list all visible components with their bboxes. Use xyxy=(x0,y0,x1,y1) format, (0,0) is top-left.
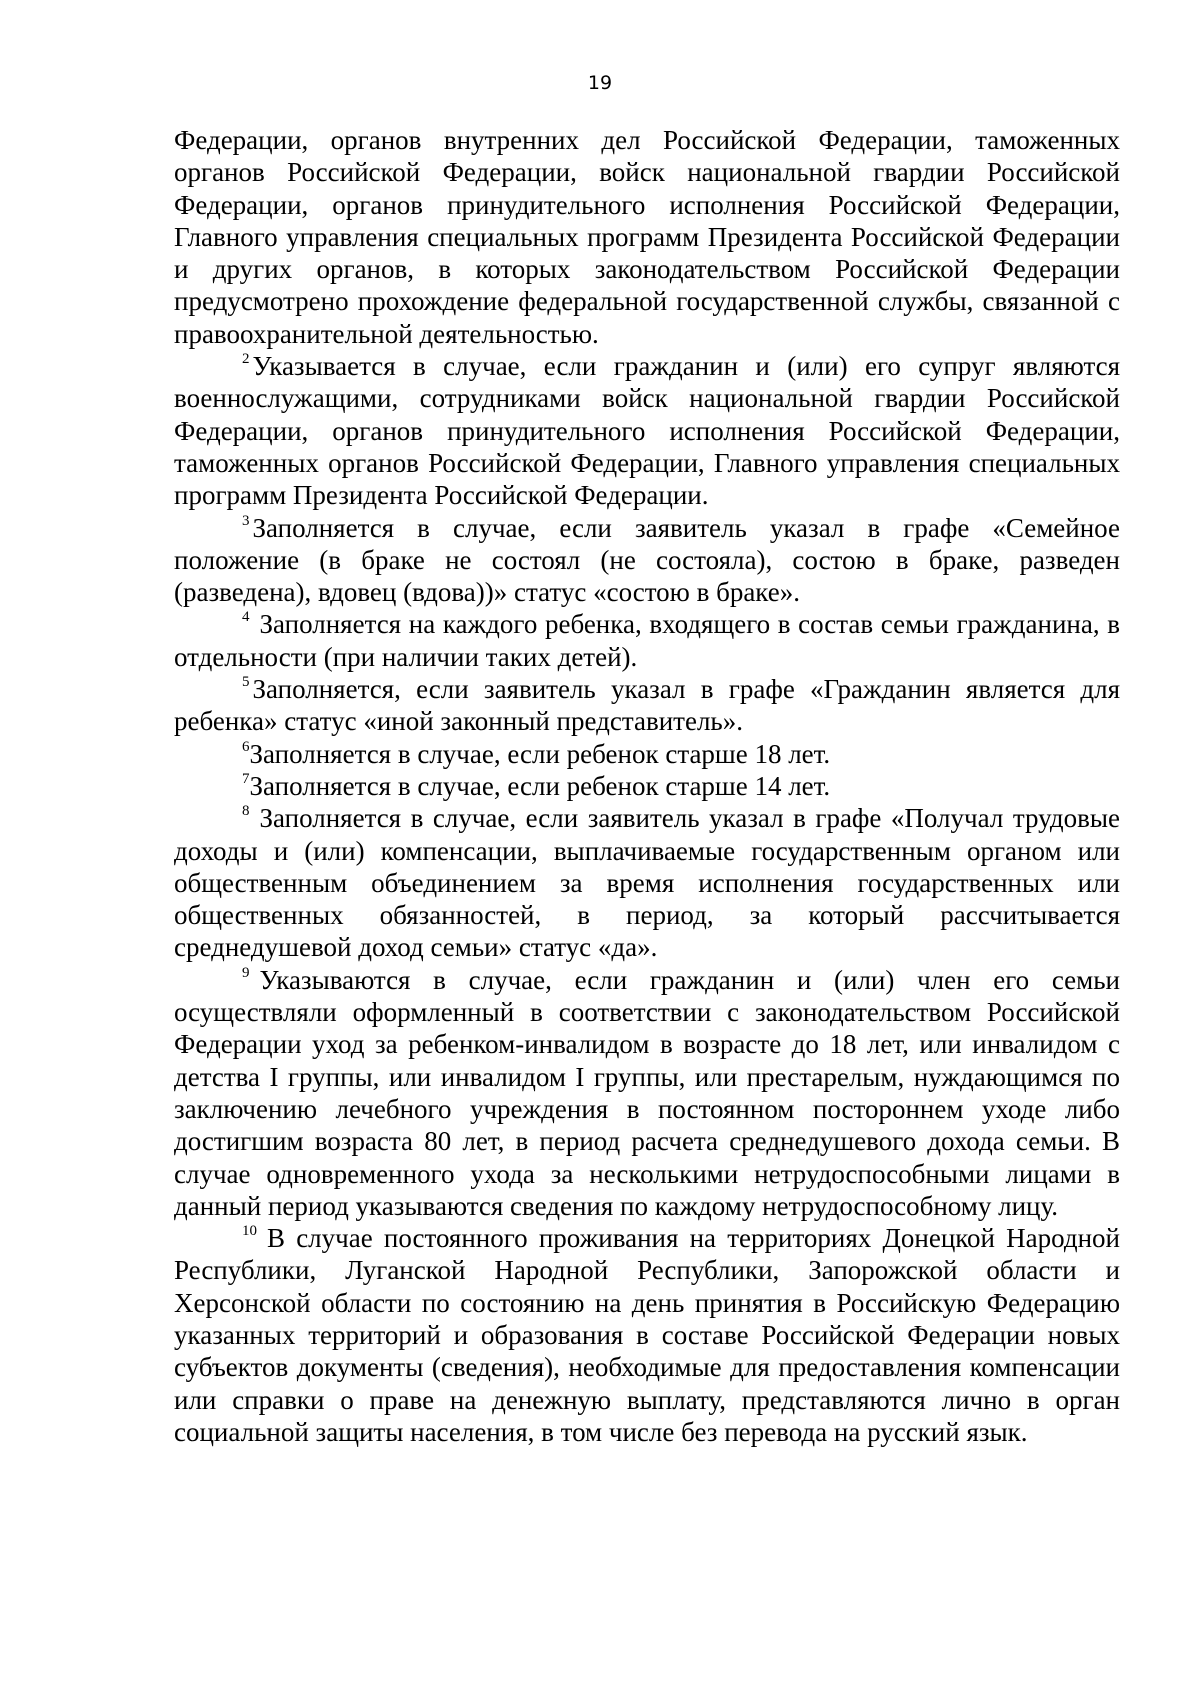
footnote-mark: 6 xyxy=(242,738,250,755)
footnote-text: В случае постоянного проживания на территориях Донецкой Народной Республики, Луганской Народной Республики, Запорожской области и Херсонской области по состоянию на день принятия в Российскую Федерацию указанных территорий и образования в составе Российской Федерации новых субъектов документы (сведения), необходимые для предоставления компенсации или справки о праве на денежную выплату, представляются лично в орган социальной защиты населения, в том числе без перевода на русский язык. xyxy=(174,1223,1120,1447)
footnotes-block xyxy=(174,124,1120,1448)
footnote-1-continuation: Федерации, органов внутренних дел Российской Федерации, таможенных органов Российской Федерации, войск национальной гвардии Российской Федерации, органов принудительного исполнения Российской Федерации, Главного управления специальных программ Президента Российской Федерации и других органов, в которых законодательством Российской Федерации предусмотрено прохождение федеральной государственной службы, связанной с правоохранительной деятельностью. xyxy=(174,125,1120,349)
footnote-mark: 5 xyxy=(242,674,250,691)
footnote-2 xyxy=(174,350,1120,511)
footnote-8 xyxy=(174,802,1120,963)
footnote-mark: 4 xyxy=(242,609,250,626)
footnote-3 xyxy=(174,512,1120,609)
footnote-mark: 10 xyxy=(242,1223,257,1240)
footnote-mark: 2 xyxy=(242,351,250,368)
footnote-text: Заполняется в случае, если ребенок старше 14 лет. xyxy=(249,770,831,801)
footnote-text: Заполняется в случае, если ребенок старше 18 лет. xyxy=(249,738,831,769)
footnote-text: Заполняется в случае, если заявитель указал в графе «Получал трудовые доходы и (или) компенсации, выплачиваемые государственным органом или общественным объединением за время исполнения государственных или общественных обязанностей, в период, за который рассчитывается среднедушевой доход семьи» статус «да». xyxy=(174,803,1120,963)
page-number: 19 xyxy=(587,72,613,94)
footnote-text: Указываются в случае, если гражданин и (или) член его семьи осуществляли оформленный в соответствии с законодательством Российской Федерации уход за ребенком-инвалидом в возрасте до 18 лет, или инвалидом с детства I группы, или инвалидом I группы, или престарелым, нуждающимся по заключению лечебного учреждения в постоянном постороннем уходе либо достигшим возраста 80 лет, в период расчета среднедушевого дохода семьи. В случае одновременного ухода за несколькими нетрудоспособными лицами в данный период указываются сведения по каждому нетрудоспособному лицу. xyxy=(174,964,1120,1221)
footnote-7 xyxy=(174,770,1120,802)
footnote-10 xyxy=(174,1222,1120,1448)
footnote-6 xyxy=(174,738,1120,770)
footnote-mark: 7 xyxy=(242,770,250,787)
footnote-mark: 3 xyxy=(242,512,250,529)
footnote-4 xyxy=(174,608,1120,673)
footnote-text: Заполняется, если заявитель указал в графе «Гражданин является для ребенка» статус «иной законный представитель». xyxy=(174,674,1120,737)
footnote-mark: 8 xyxy=(242,803,250,820)
footnote-mark: 9 xyxy=(242,964,250,981)
footnote-text: Указывается в случае, если гражданин и (или) его супруг являются военнослужащими, сотрудниками войск национальной гвардии Российской Федерации, органов принудительного исполнения Российской Федерации, таможенных органов Российской Федерации, Главного управления специальных программ Президента Российской Федерации. xyxy=(174,351,1120,511)
footnote-text: Заполняется на каждого ребенка, входящего в состав семьи гражданина, в отдельности (при наличии таких детей). xyxy=(174,609,1120,672)
footnote-text: Заполняется в случае, если заявитель указал в графе «Семейное положение (в браке не состоял (не состояла), состою в браке, разведен (разведена), вдовец (вдова))» статус «состою в браке». xyxy=(174,512,1120,608)
footnote-9 xyxy=(174,964,1120,1222)
footnote-5 xyxy=(174,673,1120,738)
